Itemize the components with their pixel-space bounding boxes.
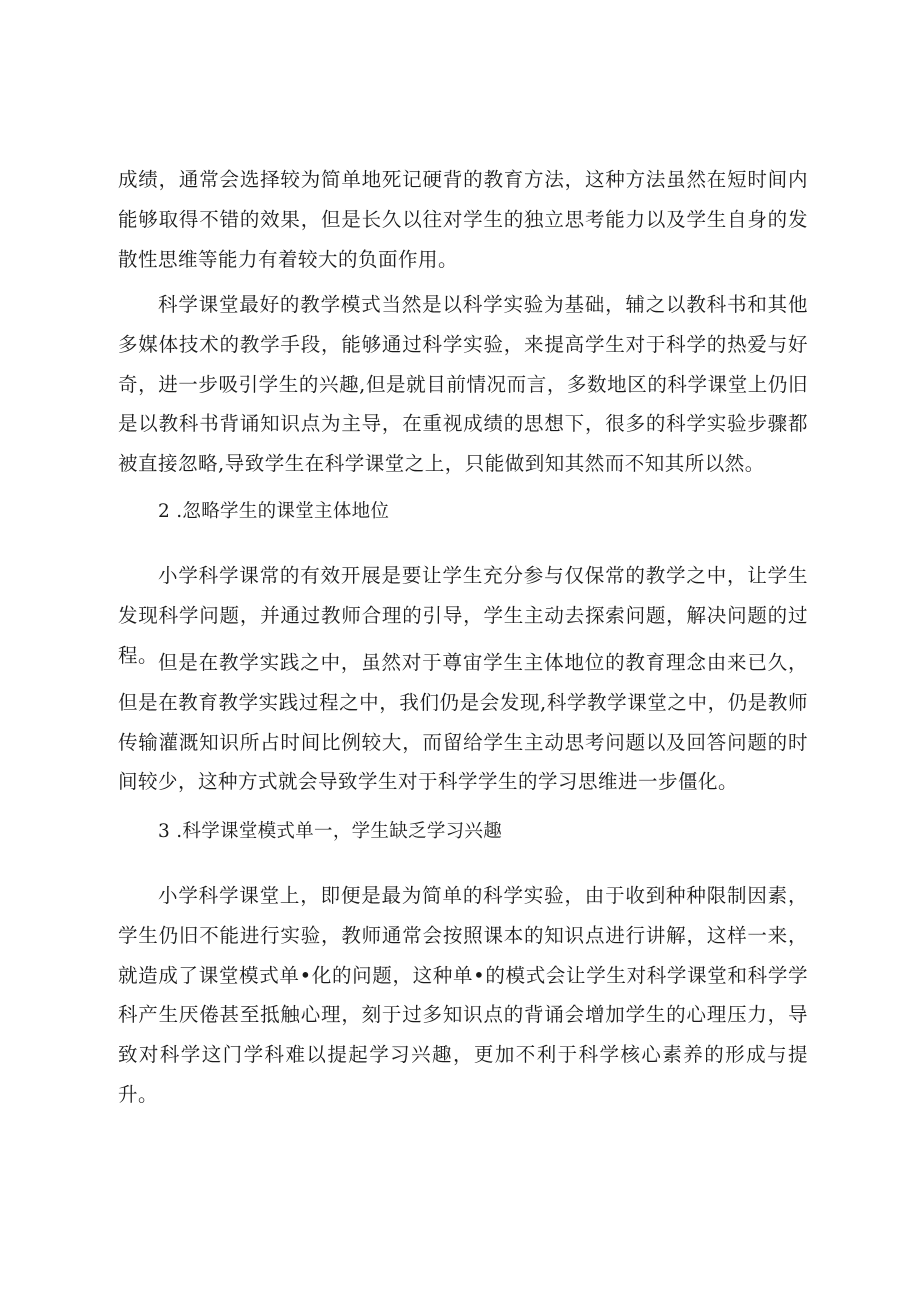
paragraph-teacher-centered-practice: 但是在教学实践之中，虽然对于尊宙学生主体地位的教育理念由来已久，但是在教育教学实践过程之中，我们仍是会发现,科学教学课堂之中，仍是教师传输灌溉知识所占时间比例较大，而留给学生主动思考问题以及回答问题的时间较少，这种方式就会导致学生对于科学学生的学习思维进一步僵化。 [118,651,808,794]
paragraph-student-participation: 小学科学课常的有效开展是要让学生充分参与仅保常的教学之中，让学生发现科学问题，并通过教师合理的引导，学生主动去探索问题，解决问题的过程。 [118,564,808,667]
paragraph-grades-rote-learning: 成绩，通常会选择较为简单地死记硬背的教育方法，这种方法虽然在短时间内能够取得不错的效果，但是长久以往对学生的独立思考能力以及学生自身的发散性思维等能力有着较大的负面作用。 [118,168,808,271]
paragraph-single-classroom-mode: 小学科学课堂上，即便是最为简单的科学实验，由于收到种种限制因素，学生仍旧不能进行实验，教师通常会按照课本的知识点进行讲解，这样一来，就造成了课堂模式单•化的问题，这种单•的模式会让学生对科学课堂和科学学科产生厌倦甚至抵触心理，刻于过多知识点的背诵会增加学生的心理压力，导致对科学这门学科难以提起学习兴趣，更加不利于科学核心素养的形成与提升。 [118,884,808,1106]
section-heading-2: 2 .忽略学生的课堂主体地位 [158,501,390,522]
paragraph-science-experiment-teaching: 科学课堂最好的教学模式当然是以科学实验为基础，辅之以教科书和其他多媒体技术的教学手段，能够通过科学实验，来提高学生对于科学的热爱与好奇，进一步吸引学生的兴趣,但是就目前情况而言，多数地区的科学课堂上仍旧是以教科书背诵知识点为主导，在重视成绩的思想下，很多的科学实验步骤都被直接忽略,导致学生在科学课堂之上，只能做到知其然而不知其所以然。 [118,293,808,476]
section-heading-3: 3 .科学课堂模式单一，学生缺乏学习兴趣 [158,821,503,842]
